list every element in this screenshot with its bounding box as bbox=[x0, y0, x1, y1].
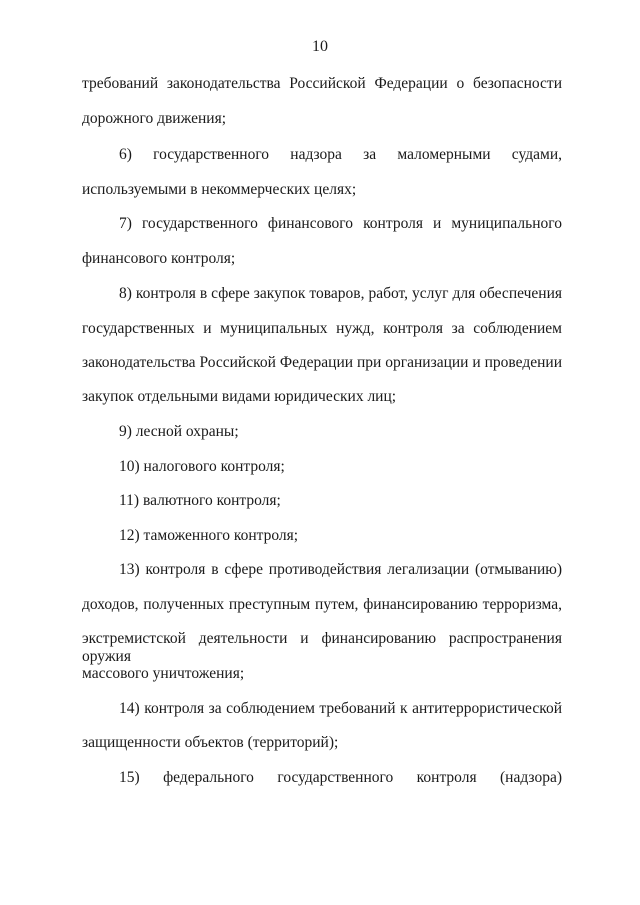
text-line: 14) контроля за соблюдением требований к антитеррористической bbox=[119, 700, 562, 717]
text-line: государственных и муниципальных нужд, контроля за соблюдением bbox=[82, 320, 562, 337]
text-line: 10) налогового контроля; bbox=[119, 458, 285, 475]
text-line: финансового контроля; bbox=[82, 250, 236, 267]
text-line: массового уничтожения; bbox=[82, 665, 245, 682]
text-line: требований законодательства Российской Федерации о безопасности bbox=[82, 75, 562, 92]
page-number: 10 bbox=[312, 38, 328, 55]
text-line: 8) контроля в сфере закупок товаров, работ, услуг для обеспечения bbox=[119, 285, 562, 302]
text-line: 7) государственного финансового контроля и муниципального bbox=[119, 215, 562, 232]
text-line: дорожного движения; bbox=[82, 110, 227, 127]
text-line: закупок отдельными видами юридических лиц; bbox=[82, 388, 397, 405]
text-line: 11) валютного контроля; bbox=[119, 492, 281, 509]
text-line: 12) таможенного контроля; bbox=[119, 527, 299, 544]
text-line: 15) федерального государственного контроля (надзора) bbox=[119, 769, 562, 786]
text-line: 6) государственного надзора за маломерными судами, bbox=[119, 146, 562, 163]
text-line: доходов, полученных преступным путем, финансированию терроризма, bbox=[82, 596, 562, 613]
text-line: используемыми в некоммерческих целях; bbox=[82, 181, 357, 198]
text-line: экстремистской деятельности и финансированию распространения оружия bbox=[82, 630, 562, 665]
text-line: законодательства Российской Федерации при организации и проведении bbox=[82, 354, 562, 371]
text-line: защищенности объектов (территорий); bbox=[82, 734, 339, 751]
text-line: 9) лесной охраны; bbox=[119, 423, 239, 440]
text-line: 13) контроля в сфере противодействия легализации (отмыванию) bbox=[119, 561, 562, 578]
